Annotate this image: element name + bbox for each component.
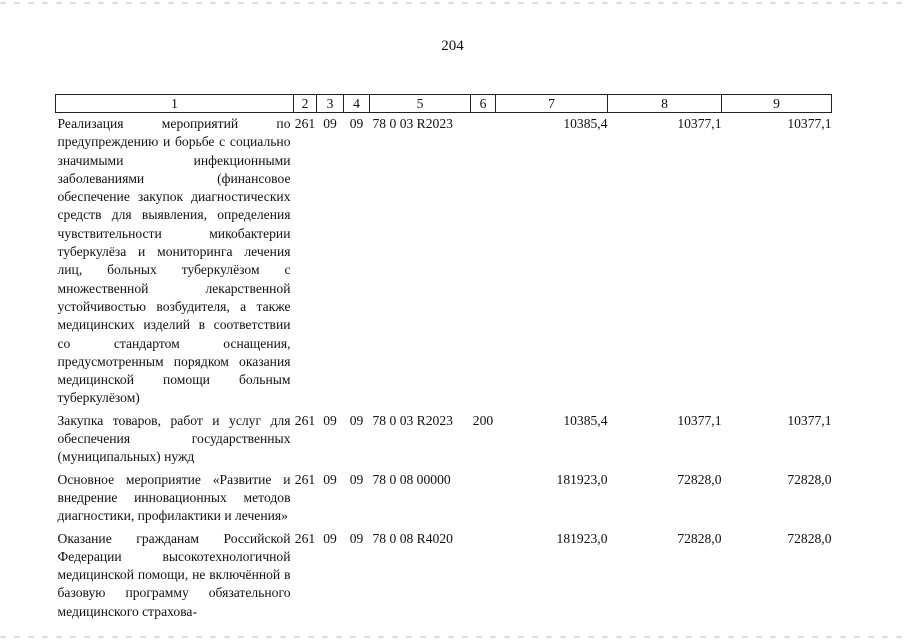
table-row: [56, 528, 832, 623]
row-csr: 78 0 08 R4020: [372, 530, 453, 546]
header-col-1: 1: [56, 95, 294, 113]
row-csr: 78 0 03 R2023: [372, 116, 453, 131]
row-value-2: 10377,1: [677, 412, 722, 428]
header-col-6: 6: [471, 95, 496, 113]
row-grbs: 261: [294, 412, 316, 428]
table-header: [56, 95, 832, 113]
row-vr: [471, 528, 496, 623]
row-value-1: 181923,0: [556, 471, 608, 487]
row-pr: 09: [349, 530, 364, 546]
row-value-1: 10385,4: [563, 412, 608, 428]
row-value-2: 10377,1: [677, 116, 722, 131]
row-value-3: 72828,0: [787, 471, 832, 487]
row-rz: 09: [323, 116, 337, 131]
row-rz: 09: [323, 530, 337, 546]
header-col-7: 7: [496, 95, 608, 113]
row-csr: 78 0 03 R2023: [372, 412, 453, 428]
table-row: [56, 410, 832, 469]
table-row: [56, 469, 832, 528]
row-value-3: 72828,0: [787, 530, 832, 546]
row-name: Закупка товаров, работ и услуг для обеспечения государственных (муниципальных) нужд: [57, 412, 291, 465]
row-value-2: 72828,0: [677, 471, 722, 487]
row-grbs: 261: [294, 116, 316, 131]
row-value-3: 10377,1: [787, 412, 832, 428]
scan-edge-bottom: [0, 636, 905, 638]
row-rz: 09: [323, 471, 337, 487]
row-value-2: 72828,0: [677, 530, 722, 546]
header-col-9: 9: [722, 95, 832, 113]
header-col-3: 3: [317, 95, 344, 113]
row-name: Оказание гражданам Российской Федерации высокотехнологичной медицинской помощи, не включённой в базовую программу обязательного медицинского страхова-: [57, 530, 291, 619]
row-rz: 09: [323, 412, 337, 428]
row-vr: 200: [472, 412, 494, 428]
row-pr: 09: [349, 412, 364, 428]
table-row: [56, 113, 832, 410]
row-pr: 09: [349, 471, 364, 487]
row-value-3: 10377,1: [787, 116, 832, 131]
header-col-8: 8: [608, 95, 722, 113]
row-pr: 09: [349, 116, 364, 131]
row-value-1: 10385,4: [563, 116, 608, 131]
row-vr: [471, 113, 496, 410]
budget-table: [55, 94, 832, 623]
row-name: Основное мероприятие «Развитие и внедрение инновационных методов диагностики, профилактики и лечения»: [57, 471, 291, 524]
page-number: 204: [441, 38, 464, 54]
header-col-4: 4: [344, 95, 370, 113]
header-col-2: 2: [294, 95, 317, 113]
header-col-5: 5: [370, 95, 471, 113]
scan-edge-top: [0, 2, 905, 4]
row-name: Реализация мероприятий по предупреждению и борьбе с социально значимыми инфекционными заболеваниями (финансовое обеспечение закупок диагностических средств для выявления, определения чувствительности микобактерии туберкулёза и мониторинга лечения лиц, больных туберкулёзом с множественной лекарственной устойчивостью возбудителя, а также медицинских изделий в соответствии со стандартом оснащения, предусмотренным порядком оказания медицинской помощи больным туберкулёзом): [57, 116, 291, 406]
row-grbs: 261: [294, 471, 316, 487]
row-vr: [471, 469, 496, 528]
row-grbs: 261: [294, 530, 316, 546]
row-csr: 78 0 08 00000: [372, 471, 451, 487]
row-value-1: 181923,0: [556, 530, 608, 546]
